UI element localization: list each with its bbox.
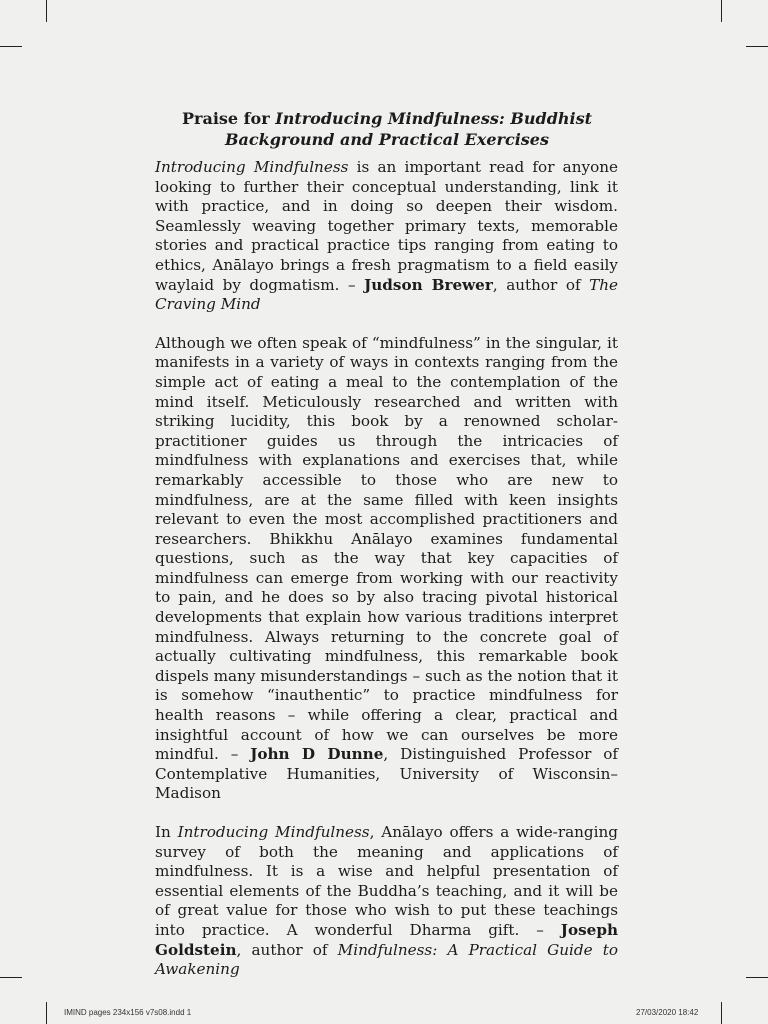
blurb-role-italic: Mindfulness: A Practical Guide to Awakening bbox=[155, 940, 618, 979]
crop-mark bbox=[721, 1002, 722, 1024]
slug-datetime: 27/03/2020 18:42 bbox=[636, 1008, 699, 1017]
title-prefix: Praise for bbox=[181, 109, 276, 128]
title-book: Introducing Mindfulness: Buddhist Background and Practical Exercises bbox=[225, 109, 592, 149]
blurb-lead-italic: Introducing Mindfulness bbox=[177, 823, 370, 841]
blurb-lead-italic: Introducing Mindfulness bbox=[155, 158, 349, 176]
blurb bbox=[155, 823, 618, 980]
blurb-author: Judson Brewer bbox=[364, 275, 493, 294]
blurb-role-italic: The Craving Mind bbox=[155, 275, 618, 314]
slug-file: IMIND pages 234x156 v7s08.indd 1 bbox=[64, 1008, 192, 1017]
blurb-role: , Distinguished Professor of Contemplative Humanities, University of Wisconsin–Madison bbox=[155, 745, 619, 803]
blurb-text: is an important read for anyone looking to further their conceptual understanding, link it with practice, and in doing so deepen their wisdom. Seamlessly weaving together primary texts, memorable stories and practical practice tips ranging from eating to ethics, Anālayo brings a fresh pragmatism to a field easily waylaid by dogmatism. – bbox=[155, 158, 618, 294]
crop-mark bbox=[0, 977, 22, 978]
blurb bbox=[155, 334, 618, 804]
blurb-author: John D Dunne bbox=[250, 745, 384, 764]
blurb-text: , Anālayo offers a wide-ranging survey of both the meaning and applications of mindfulness. It is a wise and helpful presentation of essential elements of the Buddha’s teaching, and it will be of great value for those who wish to put these teachings into practice. A wonderful Dharma gift. – bbox=[155, 823, 618, 939]
crop-mark bbox=[46, 0, 47, 22]
crop-mark bbox=[46, 1002, 47, 1024]
crop-mark bbox=[0, 46, 22, 47]
crop-mark bbox=[746, 977, 768, 978]
page-title bbox=[155, 108, 619, 150]
blurb-text: Although we often speak of “mindfulness” in the singular, it manifests in a variety of ways in contexts ranging from the simple act of eating a meal to the contemplation of the mind itself. Meticulously researched and written with striking lucidity, this book by a renowned scholar-practitioner guides us through the intricacies of mindfulness with explanations and exercises that, while remarkably accessible to those who are new to mindfulness, are at the same filled with keen insights relevant to even the most accomplished practitioners and researchers. Bhikkhu Anālayo examines fundamental questions, such as the way that key capacities of mindfulness can emerge from working with our reactivity to pain, and he does so by also tracing pivotal historical developments that explain how various traditions interpret mindfulness. Always returning to the concrete goal of actually cultivating mindfulness, this remarkable book dispels many misunderstandings – such as the notion that it is somehow “inauthentic” to practice mindfulness for health reasons – while offering a clear, practical and insightful account of how we can ourselves be more mindful. – bbox=[155, 333, 618, 764]
praise-body bbox=[155, 158, 618, 999]
crop-mark bbox=[746, 46, 768, 47]
crop-mark bbox=[721, 0, 722, 22]
blurb-role: , author of bbox=[236, 940, 338, 959]
blurb-lead: In bbox=[155, 823, 178, 841]
blurb-author: Joseph Goldstein bbox=[155, 920, 618, 959]
blurb-role: , author of bbox=[492, 275, 590, 294]
blurb bbox=[155, 158, 618, 315]
